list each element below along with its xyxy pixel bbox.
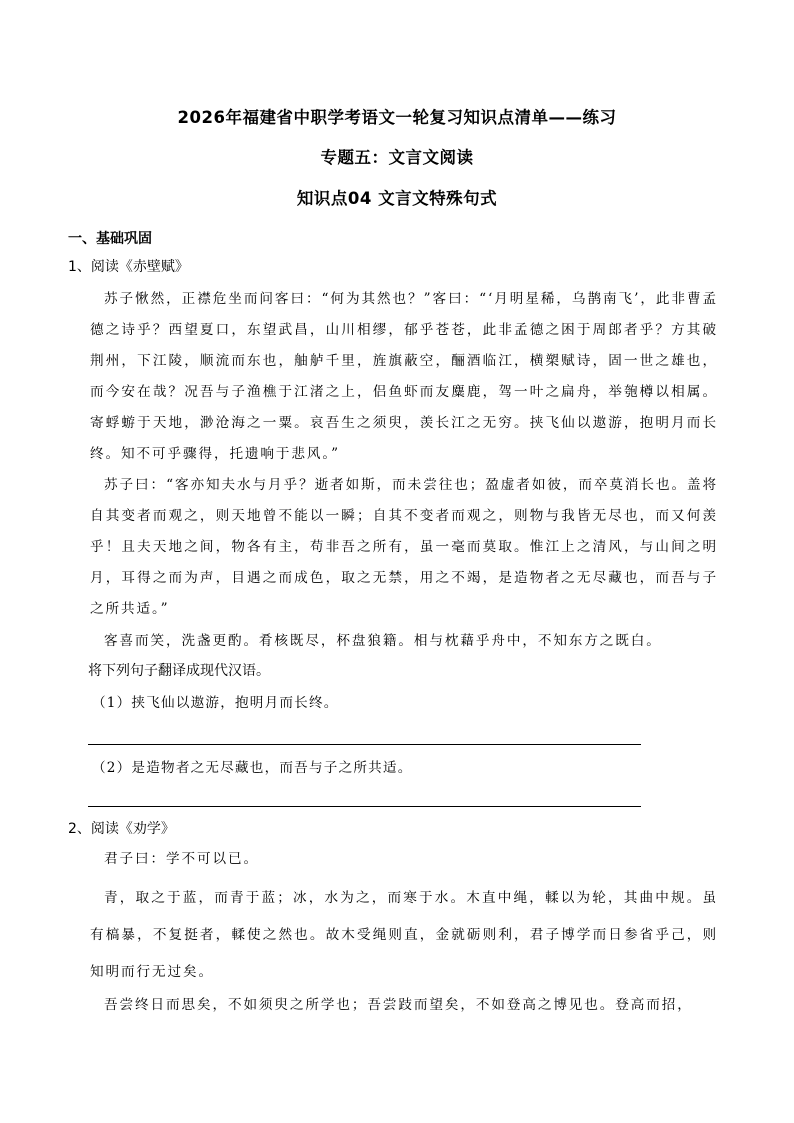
section-heading: 一、基础巩固 bbox=[68, 231, 152, 247]
passage-paragraph: 苏子曰：“客亦知夫水与月乎？逝者如斯，而未尝往也；盈虚者如彼，而卒莫消长也。盖将自其变者而观之，则天地曾不能以一瞬；自其不变者而观之，则物与我皆无尽也，而又何羡乎！且夫天地之间，物各有主，苟非吾之所有，虽一毫而莫取。惟江上之清风，与山间之明月，耳得之而为声，目遇之而成色，取之无禁，用之不竭，是造物者之无尽藏也，而吾与子之所共适。” bbox=[90, 477, 718, 617]
translation-item-1: （1）挟飞仙以遨游，抱明月而长终。 bbox=[92, 695, 339, 711]
passage-paragraph: 客喜而笑，洗盏更酌。肴核既尽，杯盘狼籍。相与枕藉乎舟中，不知东方之既白。 bbox=[104, 633, 662, 649]
answer-line-1 bbox=[88, 744, 641, 745]
passage-paragraph: 吾尝终日而思矣，不如须臾之所学也；吾尝跂而望矣，不如登高之博见也。登高而招， bbox=[104, 997, 693, 1013]
document-title: 2026年福建省中职学考语文一轮复习知识点清单——练习 bbox=[177, 108, 617, 127]
translation-instruction: 将下列句子翻译成现代汉语。 bbox=[88, 663, 270, 679]
question-1-heading: 1、阅读《赤壁赋》 bbox=[68, 259, 189, 275]
passage-paragraph: 青，取之于蓝，而青于蓝；冰，水为之，而寒于水。木直中绳，輮以为轮，其曲中规。虽有槁暴，不复挺者，輮使之然也。故木受绳则直，金就砺则利，君子博学而日参省乎己，则知明而行无过矣。 bbox=[90, 890, 718, 980]
translation-item-2: （2）是造物者之无尽藏也，而吾与子之所共适。 bbox=[92, 760, 413, 776]
knowledge-point-title: 知识点04 文言文特殊句式 bbox=[296, 189, 498, 208]
question-2-heading: 2、阅读《劝学》 bbox=[68, 821, 175, 837]
answer-line-2 bbox=[88, 806, 641, 807]
topic-title: 专题五：文言文阅读 bbox=[320, 148, 474, 167]
passage-paragraph: 苏子愀然，正襟危坐而问客曰：“何为其然也？”客曰：“‘月明星稀，乌鹊南飞’，此非曹孟德之诗乎？西望夏口，东望武昌，山川相缪，郁乎苍苍，此非孟德之困于周郎者乎？方其破荆州，下江陵，顺流而东也，舳舻千里，旌旗蔽空，酾酒临江，横槊赋诗，固一世之雄也，而今安在哉？况吾与子渔樵于江渚之上，侣鱼虾而友麋鹿，驾一叶之扁舟，举匏樽以相属。寄蜉蝣于天地，渺沧海之一粟。哀吾生之须臾，羡长江之无穷。挟飞仙以遨游，抱明月而长终。知不可乎骤得，托遗响于悲风。” bbox=[90, 291, 718, 462]
passage-paragraph: 君子曰：学不可以已。 bbox=[104, 851, 259, 867]
